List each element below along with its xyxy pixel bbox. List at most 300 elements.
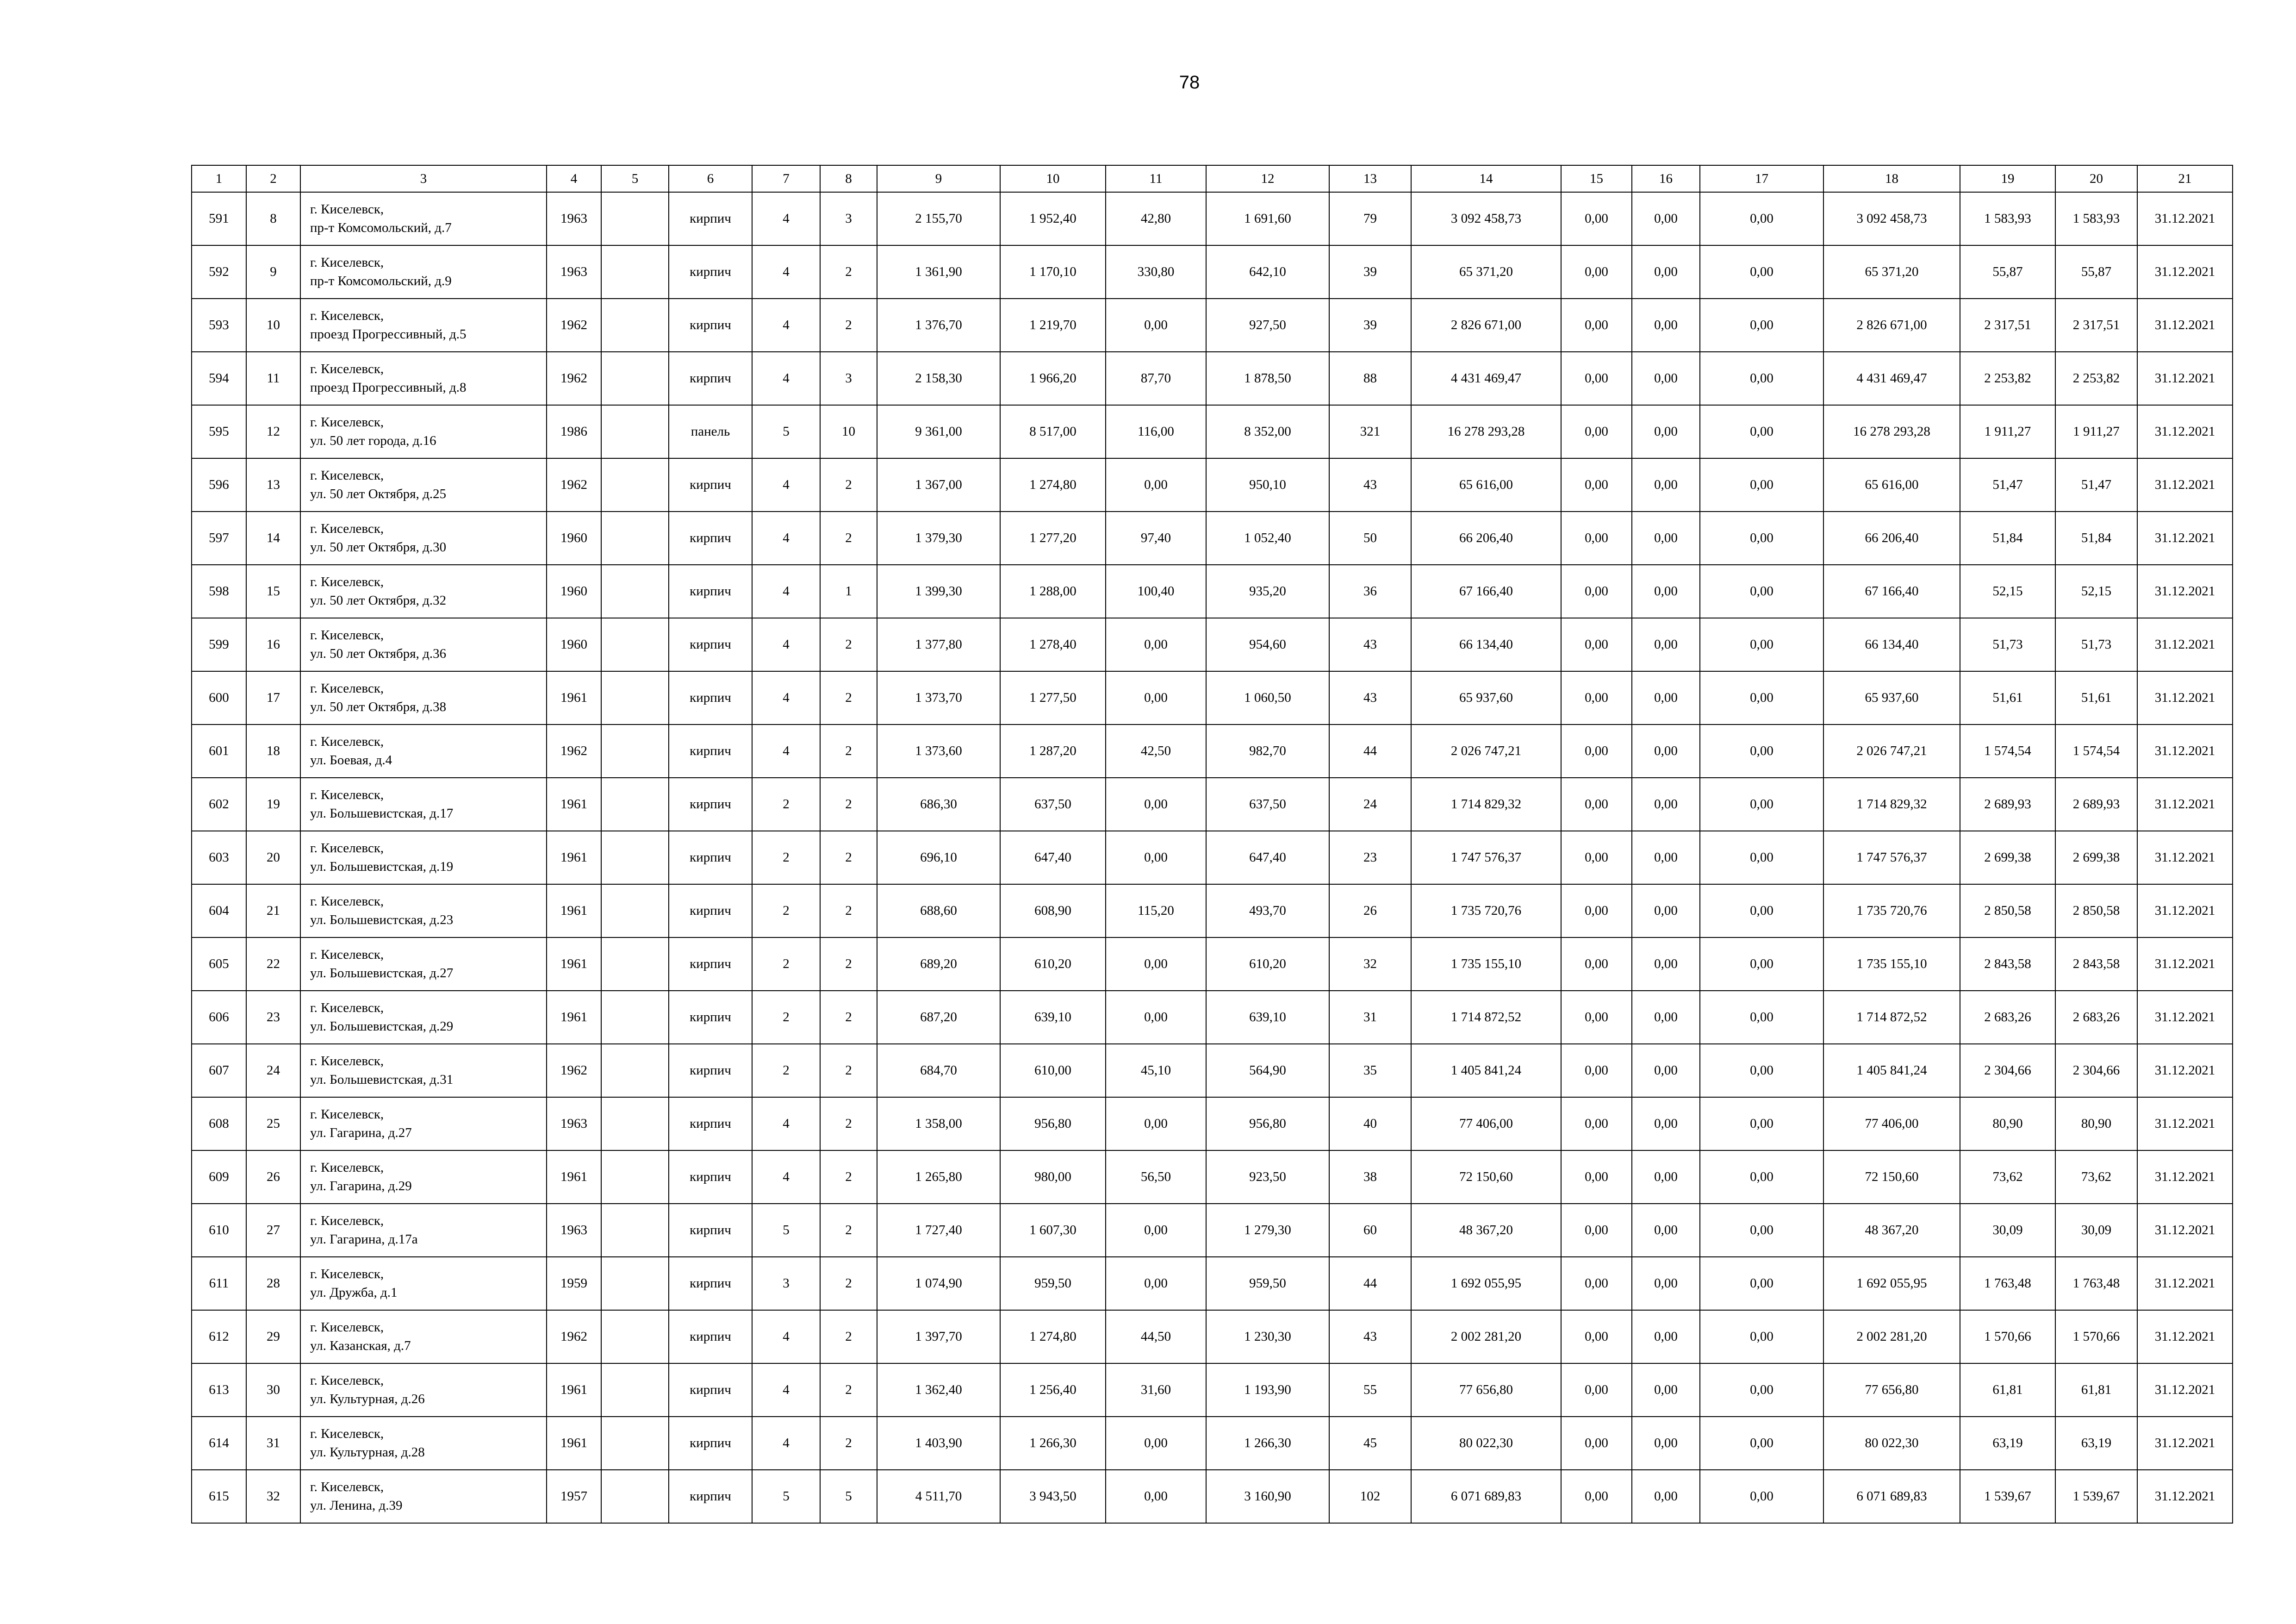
table-cell: 2 <box>820 1257 877 1310</box>
table-cell: 1960 <box>547 512 601 565</box>
column-header-9: 9 <box>877 165 1000 192</box>
table-row <box>192 405 2233 458</box>
table-cell: кирпич <box>669 1470 752 1523</box>
table-cell: 1 735 720,76 <box>1823 884 1960 937</box>
table-cell: 321 <box>1329 405 1411 458</box>
table-cell: 613 <box>192 1363 246 1417</box>
table-cell: 0,00 <box>1561 1363 1632 1417</box>
table-cell: 4 <box>752 671 820 725</box>
table-cell: 2 683,26 <box>1960 991 2055 1044</box>
column-header-8: 8 <box>820 165 877 192</box>
table-cell: 603 <box>192 831 246 884</box>
table-cell: 30,09 <box>2055 1204 2137 1257</box>
table-cell: кирпич <box>669 884 752 937</box>
table-cell: 0,00 <box>1632 831 1700 884</box>
table-row <box>192 831 2233 884</box>
table-cell: 980,00 <box>1000 1150 1106 1204</box>
table-cell: 4 511,70 <box>877 1470 1000 1523</box>
table-cell: 32 <box>1329 937 1411 991</box>
table-cell: 639,10 <box>1000 991 1106 1044</box>
table-cell: 3 <box>752 1257 820 1310</box>
table-cell: 1 574,54 <box>2055 725 2137 778</box>
table-cell: 610,20 <box>1206 937 1329 991</box>
table-cell: 493,70 <box>1206 884 1329 937</box>
table-cell: 51,61 <box>2055 671 2137 725</box>
table-cell: 80 022,30 <box>1411 1417 1561 1470</box>
table-cell: 43 <box>1329 458 1411 512</box>
table-cell: 1961 <box>547 937 601 991</box>
table-cell: 0,00 <box>1561 458 1632 512</box>
table-cell: 31.12.2021 <box>2137 565 2233 618</box>
table-cell <box>601 1204 669 1257</box>
table-cell: 2 158,30 <box>877 352 1000 405</box>
table-cell: 610,00 <box>1000 1044 1106 1097</box>
table-cell: 55,87 <box>2055 245 2137 299</box>
table-cell: 0,00 <box>1632 884 1700 937</box>
table-cell: 0,00 <box>1700 1417 1823 1470</box>
table-row <box>192 778 2233 831</box>
table-cell: 610 <box>192 1204 246 1257</box>
table-cell: 596 <box>192 458 246 512</box>
table-cell: 31.12.2021 <box>2137 1310 2233 1363</box>
table-cell: 1962 <box>547 725 601 778</box>
table-cell: 17 <box>246 671 300 725</box>
table-cell: 595 <box>192 405 246 458</box>
table-cell: 15 <box>246 565 300 618</box>
table-cell: 1 714 872,52 <box>1411 991 1561 1044</box>
table-cell: 3 092 458,73 <box>1823 192 1960 245</box>
table-cell: 2 843,58 <box>1960 937 2055 991</box>
table-cell: 31.12.2021 <box>2137 725 2233 778</box>
table-cell: 0,00 <box>1700 405 1823 458</box>
table-cell: 2 <box>820 991 877 1044</box>
table-cell: 72 150,60 <box>1823 1150 1960 1204</box>
table-row <box>192 937 2233 991</box>
table-cell: 51,47 <box>2055 458 2137 512</box>
table-cell: 2 026 747,21 <box>1823 725 1960 778</box>
table-cell: 0,00 <box>1106 1257 1206 1310</box>
table-cell: 614 <box>192 1417 246 1470</box>
table-cell: 0,00 <box>1700 1044 1823 1097</box>
table-cell: 4 <box>752 725 820 778</box>
table-cell: 594 <box>192 352 246 405</box>
table-cell: кирпич <box>669 1257 752 1310</box>
table-cell: 0,00 <box>1561 937 1632 991</box>
table-cell: 5 <box>752 1470 820 1523</box>
table-cell: 51,84 <box>2055 512 2137 565</box>
table-row <box>192 1417 2233 1470</box>
table-cell: 0,00 <box>1700 1257 1823 1310</box>
address-cell: г. Киселевск, ул. Культурная, д.28 <box>300 1417 547 1470</box>
table-cell: 598 <box>192 565 246 618</box>
table-cell: кирпич <box>669 618 752 671</box>
table-cell <box>601 512 669 565</box>
table-cell: 4 <box>752 458 820 512</box>
table-cell: 32 <box>246 1470 300 1523</box>
table-cell: 4 <box>752 1150 820 1204</box>
table-cell: 1 193,90 <box>1206 1363 1329 1417</box>
table-cell: кирпич <box>669 1150 752 1204</box>
table-cell: кирпич <box>669 1310 752 1363</box>
table-cell: 55 <box>1329 1363 1411 1417</box>
column-header-14: 14 <box>1411 165 1561 192</box>
table-cell: 77 656,80 <box>1823 1363 1960 1417</box>
housing-register-table <box>191 165 2233 1524</box>
table-row <box>192 884 2233 937</box>
table-row <box>192 1470 2233 1523</box>
table-cell: 61,81 <box>1960 1363 2055 1417</box>
table-cell: 16 278 293,28 <box>1823 405 1960 458</box>
table-cell: 2 <box>820 937 877 991</box>
table-cell: 60 <box>1329 1204 1411 1257</box>
table-cell: 2 699,38 <box>2055 831 2137 884</box>
table-cell: 31.12.2021 <box>2137 1470 2233 1523</box>
table-cell: 1961 <box>547 1363 601 1417</box>
table-cell: 45,10 <box>1106 1044 1206 1097</box>
table-cell: 0,00 <box>1700 831 1823 884</box>
table-row <box>192 1204 2233 1257</box>
table-cell: 1 692 055,95 <box>1823 1257 1960 1310</box>
table-cell <box>601 618 669 671</box>
table-cell: 50 <box>1329 512 1411 565</box>
table-cell: 56,50 <box>1106 1150 1206 1204</box>
table-cell: 0,00 <box>1106 937 1206 991</box>
table-cell: 1 911,27 <box>2055 405 2137 458</box>
table-cell: кирпич <box>669 458 752 512</box>
table-cell: 1986 <box>547 405 601 458</box>
table-cell: 23 <box>1329 831 1411 884</box>
table-cell: 20 <box>246 831 300 884</box>
table-cell: кирпич <box>669 1204 752 1257</box>
table-cell: 24 <box>246 1044 300 1097</box>
address-cell: г. Киселевск, ул. Большевистская, д.29 <box>300 991 547 1044</box>
table-cell: 1 361,90 <box>877 245 1000 299</box>
table-cell: 1 074,90 <box>877 1257 1000 1310</box>
table-cell: 0,00 <box>1632 1310 1700 1363</box>
table-cell: 80,90 <box>1960 1097 2055 1150</box>
table-cell: 2 <box>820 1097 877 1150</box>
table-cell: 66 206,40 <box>1411 512 1561 565</box>
table-cell: 9 <box>246 245 300 299</box>
table-cell: 0,00 <box>1106 778 1206 831</box>
address-cell: г. Киселевск, ул. Большевистская, д.27 <box>300 937 547 991</box>
table-cell: 1 230,30 <box>1206 1310 1329 1363</box>
table-cell: 950,10 <box>1206 458 1329 512</box>
table-cell <box>601 831 669 884</box>
table-cell: 30 <box>246 1363 300 1417</box>
table-cell: 1959 <box>547 1257 601 1310</box>
table-cell: 2 826 671,00 <box>1823 299 1960 352</box>
table-cell: 8 <box>246 192 300 245</box>
table-cell: 564,90 <box>1206 1044 1329 1097</box>
table-cell: 6 071 689,83 <box>1823 1470 1960 1523</box>
table-cell: 51,61 <box>1960 671 2055 725</box>
table-cell: 2 317,51 <box>2055 299 2137 352</box>
table-cell: 2 689,93 <box>2055 778 2137 831</box>
table-cell: 42,50 <box>1106 725 1206 778</box>
table-cell: 2 317,51 <box>1960 299 2055 352</box>
table-cell: 1962 <box>547 1044 601 1097</box>
table-cell: 0,00 <box>1632 1470 1700 1523</box>
table-cell: 65 616,00 <box>1823 458 1960 512</box>
address-cell: г. Киселевск, ул. Большевистская, д.31 <box>300 1044 547 1097</box>
table-cell: 31.12.2021 <box>2137 671 2233 725</box>
table-cell: 31.12.2021 <box>2137 937 2233 991</box>
table-cell: 1 714 872,52 <box>1823 991 1960 1044</box>
table-cell: 1 574,54 <box>1960 725 2055 778</box>
table-cell: 31.12.2021 <box>2137 1363 2233 1417</box>
table-cell: 2 026 747,21 <box>1411 725 1561 778</box>
table-row <box>192 725 2233 778</box>
table-cell: 0,00 <box>1561 1150 1632 1204</box>
table-row <box>192 192 2233 245</box>
table-cell: 1 570,66 <box>2055 1310 2137 1363</box>
table-cell: 43 <box>1329 671 1411 725</box>
table-cell: 42,80 <box>1106 192 1206 245</box>
table-cell <box>601 245 669 299</box>
table-cell: 0,00 <box>1632 1257 1700 1310</box>
table-cell: 2 <box>752 937 820 991</box>
address-cell: г. Киселевск, ул. Гагарина, д.17а <box>300 1204 547 1257</box>
table-cell: 0,00 <box>1106 618 1206 671</box>
table-cell: 67 166,40 <box>1823 565 1960 618</box>
table-cell: 2 <box>752 884 820 937</box>
table-cell <box>601 192 669 245</box>
table-cell <box>601 1310 669 1363</box>
table-cell: 1 219,70 <box>1000 299 1106 352</box>
table-cell: 0,00 <box>1700 1363 1823 1417</box>
table-cell: 0,00 <box>1632 725 1700 778</box>
table-cell: 31.12.2021 <box>2137 884 2233 937</box>
table-cell: 2 826 671,00 <box>1411 299 1561 352</box>
table-cell: 684,70 <box>877 1044 1000 1097</box>
column-header-10: 10 <box>1000 165 1106 192</box>
table-cell: 43 <box>1329 618 1411 671</box>
table-cell: 3 <box>820 352 877 405</box>
table-cell: 52,15 <box>2055 565 2137 618</box>
table-cell <box>601 1097 669 1150</box>
address-cell: г. Киселевск, ул. Большевистская, д.19 <box>300 831 547 884</box>
table-cell: 615 <box>192 1470 246 1523</box>
table-row <box>192 1310 2233 1363</box>
table-cell: 31.12.2021 <box>2137 352 2233 405</box>
table-cell: 0,00 <box>1561 299 1632 352</box>
table-cell: 0,00 <box>1700 778 1823 831</box>
table-cell: 10 <box>246 299 300 352</box>
table-cell: 4 <box>752 1097 820 1150</box>
table-cell: 0,00 <box>1561 671 1632 725</box>
table-cell: 65 371,20 <box>1411 245 1561 299</box>
table-cell: кирпич <box>669 299 752 352</box>
table-cell: кирпич <box>669 245 752 299</box>
column-header-11: 11 <box>1106 165 1206 192</box>
table-cell: 63,19 <box>1960 1417 2055 1470</box>
table-cell: 1 287,20 <box>1000 725 1106 778</box>
table-cell: 688,60 <box>877 884 1000 937</box>
table-cell: 0,00 <box>1632 352 1700 405</box>
table-cell: 5 <box>752 405 820 458</box>
table-cell: 923,50 <box>1206 1150 1329 1204</box>
table-cell: 31.12.2021 <box>2137 778 2233 831</box>
table-cell: 1 735 720,76 <box>1411 884 1561 937</box>
address-cell: г. Киселевск, ул. Гагарина, д.27 <box>300 1097 547 1150</box>
table-cell: 1 583,93 <box>1960 192 2055 245</box>
table-cell: 1961 <box>547 1417 601 1470</box>
table-cell: 0,00 <box>1106 1204 1206 1257</box>
table-cell: 2 <box>820 299 877 352</box>
table-cell: 23 <box>246 991 300 1044</box>
table-cell: 0,00 <box>1700 1150 1823 1204</box>
table-cell: 0,00 <box>1561 991 1632 1044</box>
table-cell: 73,62 <box>2055 1150 2137 1204</box>
table-cell: 956,80 <box>1206 1097 1329 1150</box>
table-cell: 611 <box>192 1257 246 1310</box>
table-cell: 45 <box>1329 1417 1411 1470</box>
table-cell: 31.12.2021 <box>2137 1150 2233 1204</box>
table-cell: 1 170,10 <box>1000 245 1106 299</box>
table-cell: 1961 <box>547 671 601 725</box>
table-cell: 66 206,40 <box>1823 512 1960 565</box>
table-cell: 0,00 <box>1561 1310 1632 1363</box>
table-cell: 593 <box>192 299 246 352</box>
table-cell: 0,00 <box>1700 671 1823 725</box>
table-cell: 1 691,60 <box>1206 192 1329 245</box>
table-cell: 1 266,30 <box>1000 1417 1106 1470</box>
table-cell: 31,60 <box>1106 1363 1206 1417</box>
table-cell: 35 <box>1329 1044 1411 1097</box>
table-cell: кирпич <box>669 778 752 831</box>
address-cell: г. Киселевск, ул. 50 лет Октября, д.32 <box>300 565 547 618</box>
table-cell <box>601 937 669 991</box>
table-cell: 31.12.2021 <box>2137 192 2233 245</box>
table-cell: 0,00 <box>1632 405 1700 458</box>
table-cell: 5 <box>752 1204 820 1257</box>
table-cell: 2 <box>820 725 877 778</box>
table-cell: 606 <box>192 991 246 1044</box>
table-cell: 48 367,20 <box>1411 1204 1561 1257</box>
table-cell: 0,00 <box>1632 299 1700 352</box>
table-cell: кирпич <box>669 565 752 618</box>
table-cell: 31 <box>246 1417 300 1470</box>
table-cell: 0,00 <box>1106 991 1206 1044</box>
table-cell: 2 843,58 <box>2055 937 2137 991</box>
table-cell: 637,50 <box>1000 778 1106 831</box>
table-cell: 2 683,26 <box>2055 991 2137 1044</box>
table-cell: 1961 <box>547 831 601 884</box>
table-cell: 16 278 293,28 <box>1411 405 1561 458</box>
table-row <box>192 458 2233 512</box>
table-cell: 61,81 <box>2055 1363 2137 1417</box>
table-cell: 18 <box>246 725 300 778</box>
table-cell: 19 <box>246 778 300 831</box>
table-cell: 115,20 <box>1106 884 1206 937</box>
table-cell: 1 397,70 <box>877 1310 1000 1363</box>
table-cell: 956,80 <box>1000 1097 1106 1150</box>
table-cell: 1 279,30 <box>1206 1204 1329 1257</box>
table-row <box>192 1150 2233 1204</box>
table-cell: 102 <box>1329 1470 1411 1523</box>
table-cell: 1 570,66 <box>1960 1310 2055 1363</box>
table-cell: 5 <box>820 1470 877 1523</box>
table-cell: 63,19 <box>2055 1417 2137 1470</box>
table-cell: 0,00 <box>1561 1204 1632 1257</box>
table-cell: 1 763,48 <box>1960 1257 2055 1310</box>
table-row <box>192 1363 2233 1417</box>
table-cell: 79 <box>1329 192 1411 245</box>
table-cell <box>601 1470 669 1523</box>
table-cell: 31.12.2021 <box>2137 458 2233 512</box>
table-cell: кирпич <box>669 725 752 778</box>
column-header-6: 6 <box>669 165 752 192</box>
address-cell: г. Киселевск, ул. Большевистская, д.23 <box>300 884 547 937</box>
table-cell: 0,00 <box>1561 512 1632 565</box>
table-cell <box>601 884 669 937</box>
table-cell: 1 379,30 <box>877 512 1000 565</box>
table-cell: 0,00 <box>1700 618 1823 671</box>
table-cell: 51,73 <box>2055 618 2137 671</box>
table-cell: 1962 <box>547 299 601 352</box>
table-cell: 954,60 <box>1206 618 1329 671</box>
table-cell: 1960 <box>547 618 601 671</box>
table-cell: 4 <box>752 352 820 405</box>
table-cell: 2 <box>820 831 877 884</box>
table-cell: 0,00 <box>1700 458 1823 512</box>
table-cell: 1962 <box>547 458 601 512</box>
table-cell: 0,00 <box>1561 884 1632 937</box>
table-cell: 610,20 <box>1000 937 1106 991</box>
table-cell: 1 539,67 <box>1960 1470 2055 1523</box>
table-cell: 0,00 <box>1106 831 1206 884</box>
table-cell: 1 256,40 <box>1000 1363 1106 1417</box>
table-cell: 604 <box>192 884 246 937</box>
table-cell: 31.12.2021 <box>2137 991 2233 1044</box>
table-cell: 2 <box>820 1310 877 1363</box>
table-cell <box>601 458 669 512</box>
table-cell: 11 <box>246 352 300 405</box>
table-cell: 1 952,40 <box>1000 192 1106 245</box>
table-cell: 0,00 <box>1561 778 1632 831</box>
table-cell: 1 399,30 <box>877 565 1000 618</box>
table-cell: кирпич <box>669 937 752 991</box>
table-cell: 14 <box>246 512 300 565</box>
table-cell: 1 266,30 <box>1206 1417 1329 1470</box>
address-cell: г. Киселевск, ул. Гагарина, д.29 <box>300 1150 547 1204</box>
table-cell: 4 <box>752 1310 820 1363</box>
table-cell <box>601 778 669 831</box>
table-cell: 639,10 <box>1206 991 1329 1044</box>
table-cell: 1963 <box>547 245 601 299</box>
table-cell: 0,00 <box>1561 192 1632 245</box>
address-cell: г. Киселевск, ул. Большевистская, д.17 <box>300 778 547 831</box>
table-cell: 1 277,20 <box>1000 512 1106 565</box>
table-cell: 0,00 <box>1561 1257 1632 1310</box>
table-cell: 29 <box>246 1310 300 1363</box>
table-row <box>192 1044 2233 1097</box>
table-cell: 2 <box>752 1044 820 1097</box>
address-cell: г. Киселевск, пр-т Комсомольский, д.7 <box>300 192 547 245</box>
table-cell: 39 <box>1329 299 1411 352</box>
table-cell: 80 022,30 <box>1823 1417 1960 1470</box>
table-cell: 1 274,80 <box>1000 1310 1106 1363</box>
table-cell: 1 878,50 <box>1206 352 1329 405</box>
table-cell: 2 155,70 <box>877 192 1000 245</box>
table-cell: 80,90 <box>2055 1097 2137 1150</box>
table-cell: 0,00 <box>1632 512 1700 565</box>
table-cell: 637,50 <box>1206 778 1329 831</box>
table-cell: 1962 <box>547 352 601 405</box>
table-cell: 0,00 <box>1632 618 1700 671</box>
table-cell: 43 <box>1329 1310 1411 1363</box>
